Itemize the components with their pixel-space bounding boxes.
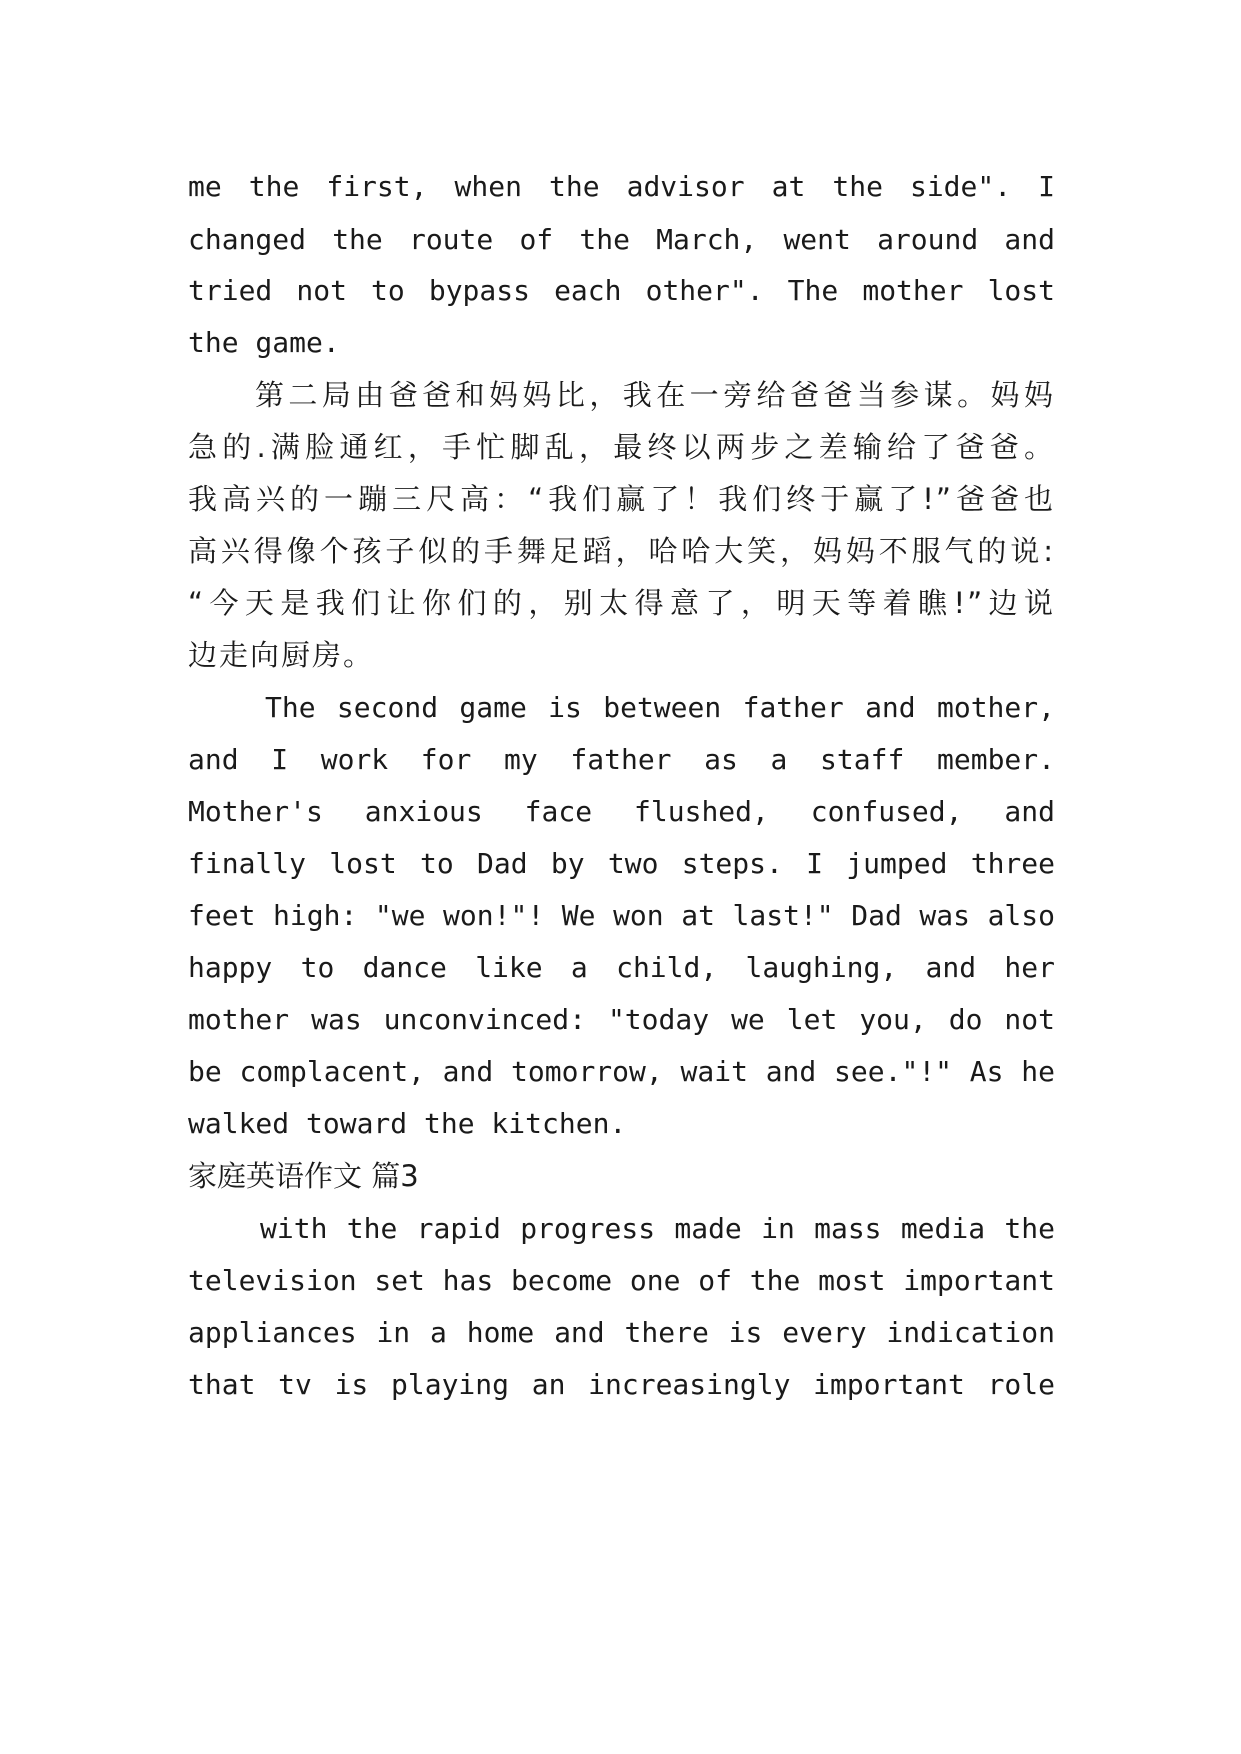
text-line: 我高兴的一蹦三尺高：“我们赢了！我们终于赢了!”爸爸也: [188, 482, 1055, 516]
text-line: 急的.满脸通红，手忙脚乱，最终以两步之差输给了爸爸。: [188, 430, 1055, 464]
text-line: changed the route of the March, went around and: [188, 223, 1055, 256]
text-line: tried not to bypass each other". The mother lost: [188, 274, 1055, 307]
text-line: with the rapid progress made in mass media the: [260, 1212, 1055, 1245]
text-line: 边走向厨房。: [188, 638, 375, 672]
text-line: 高兴得像个孩子似的手舞足蹈，哈哈大笑，妈妈不服气的说:: [188, 534, 1055, 568]
text-line: “今天是我们让你们的，别太得意了，明天等着瞧!”边说: [188, 586, 1055, 620]
text-line: and I work for my father as a staff member.: [188, 743, 1055, 776]
text-line: walked toward the kitchen.: [188, 1107, 627, 1140]
text-line: finally lost to Dad by two steps. I jumped three: [188, 847, 1055, 880]
text-line: be complacent, and tomorrow, wait and see."!" As he: [188, 1055, 1055, 1088]
text-line: happy to dance like a child, laughing, and her: [188, 951, 1055, 984]
text-line: appliances in a home and there is every indication: [188, 1316, 1055, 1349]
section-heading: 家庭英语作文 篇3: [188, 1159, 419, 1193]
text-line: television set has become one of the most important: [188, 1264, 1055, 1297]
text-line: Mother's anxious face flushed, confused, and: [188, 795, 1055, 828]
text-line: 第二局由爸爸和妈妈比，我在一旁给爸爸当参谋。妈妈: [255, 378, 1055, 412]
text-line: feet high: "we won!"! We won at last!" Dad was also: [188, 899, 1055, 932]
text-line: me the first, when the advisor at the side". I: [188, 170, 1055, 203]
text-line: the game.: [188, 326, 340, 359]
text-line: The second game is between father and mother,: [265, 691, 1055, 724]
text-line: that tv is playing an increasingly important role: [188, 1368, 1055, 1401]
text-line: mother was unconvinced: "today we let you, do not: [188, 1003, 1055, 1036]
